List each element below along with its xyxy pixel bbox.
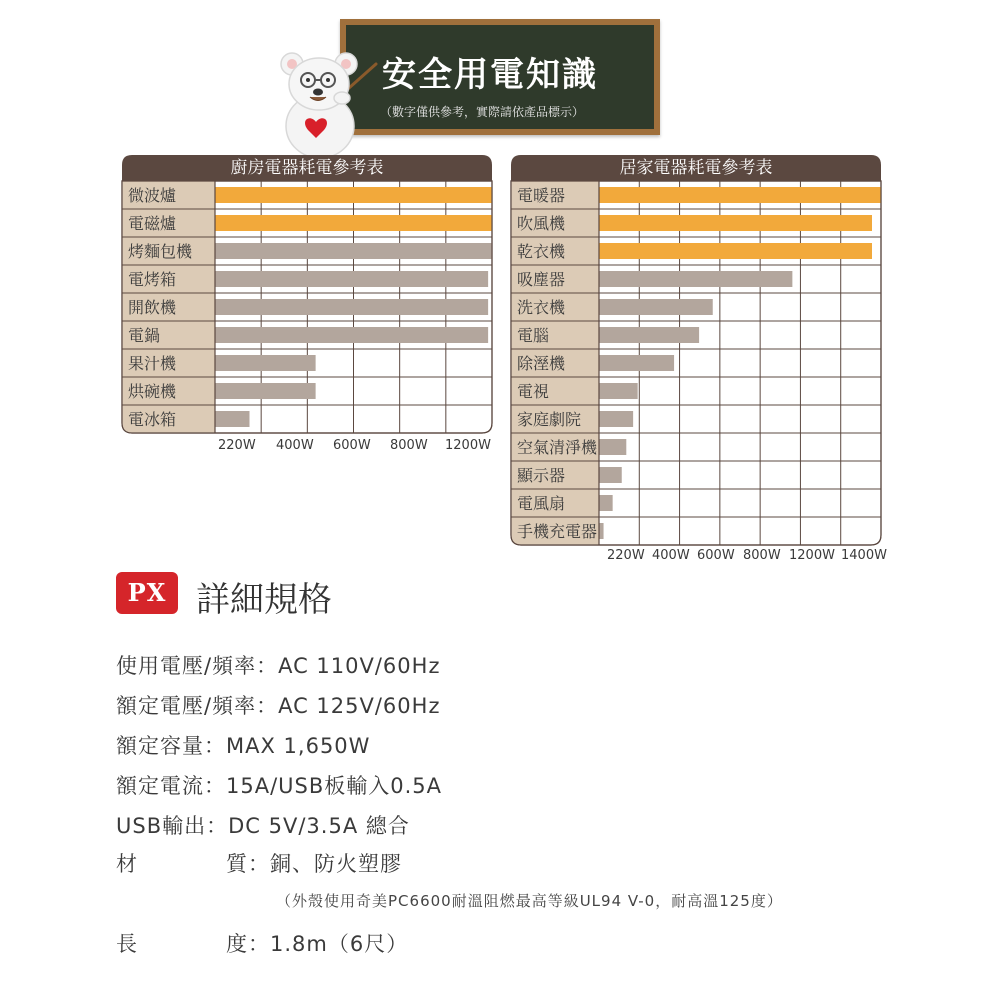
spec-row-capacity [116, 730, 370, 760]
category-label: 電烤箱 [128, 270, 177, 289]
bar-7 [599, 355, 674, 371]
category-label: 顯示器 [517, 466, 566, 485]
home-chart-title: 居家電器耗電參考表 [619, 158, 773, 178]
bar-2 [599, 215, 872, 231]
spec-heading: 詳細規格 [196, 580, 332, 620]
bar-3 [599, 243, 872, 259]
spec-value: 15A/USB板輸入0.5A [226, 774, 443, 798]
bar-13 [599, 523, 604, 539]
spec-key: 額定電流 [116, 774, 204, 798]
tick-label: 600W [697, 548, 735, 563]
category-label: 電視 [517, 382, 550, 401]
spec-value: MAX 1,650W [226, 734, 371, 758]
spec-row-voltage [116, 650, 440, 680]
category-label: 吸塵器 [517, 270, 566, 289]
px-brand-logo: PX [116, 572, 178, 614]
tick-label: 600W [333, 438, 371, 453]
home-chart-svg [511, 155, 887, 565]
bar-8 [215, 383, 316, 399]
spec-sep: ： [256, 694, 279, 718]
category-label: 吹風機 [517, 214, 566, 233]
spec-value: AC 125V/60Hz [278, 694, 441, 718]
category-label: 手機充電器 [517, 522, 598, 541]
bar-5 [599, 299, 713, 315]
bar-6 [215, 327, 488, 343]
spec-key: 使用電壓/頻率 [116, 654, 257, 678]
spec-row-material [116, 848, 402, 878]
banner-subtitle: （數字僅供參考，實際請依產品標示） [380, 105, 585, 119]
kitchen-chart-title: 廚房電器耗電參考表 [230, 158, 384, 178]
spec-key: 額定電壓/頻率 [116, 694, 257, 718]
bar-7 [215, 355, 316, 371]
spec-row-current [116, 770, 442, 800]
bar-9 [599, 411, 633, 427]
category-label: 電鍋 [128, 326, 161, 345]
spec-key: USB輸出 [116, 814, 207, 838]
spec-sep: ： [206, 814, 229, 838]
category-label: 電風扇 [517, 494, 566, 513]
spec-value: DC 5V/3.5A 總合 [228, 814, 410, 838]
spec-sep: ： [248, 932, 270, 956]
spec-key-2: 質 [226, 852, 248, 876]
spec-value: 銅、防火塑膠 [270, 852, 402, 876]
tick-label: 800W [390, 438, 428, 453]
tick-label: 1200W [445, 438, 491, 453]
bar-12 [599, 495, 613, 511]
bar-9 [215, 411, 250, 427]
category-label: 空氣清淨機 [517, 438, 598, 457]
category-label: 電冰箱 [128, 410, 177, 429]
spec-key: 材 [116, 852, 138, 876]
bar-8 [599, 383, 638, 399]
kitchen-power-chart [122, 155, 492, 455]
bear-mascot-illustration [270, 34, 380, 158]
banner-title: 安全用電知識 [382, 55, 598, 95]
spec-sep: ： [204, 734, 226, 758]
spec-row-rated-voltage [116, 690, 440, 720]
bar-4 [215, 271, 488, 287]
category-label: 洗衣機 [517, 298, 566, 317]
home-power-chart [511, 155, 887, 565]
tick-label: 400W [652, 548, 690, 563]
category-label: 果汁機 [128, 354, 177, 373]
bar-6 [599, 327, 699, 343]
bar-3 [215, 243, 492, 259]
spec-key: 額定容量 [116, 734, 204, 758]
bar-1 [215, 187, 492, 203]
spec-key-2: 度 [226, 932, 248, 956]
bar-5 [215, 299, 488, 315]
spec-row-length [116, 928, 408, 958]
bar-1 [599, 187, 881, 203]
tick-label: 220W [607, 548, 645, 563]
tick-label: 1400W [841, 548, 887, 563]
category-label: 電磁爐 [128, 214, 177, 233]
spec-value: AC 110V/60Hz [278, 654, 441, 678]
category-label: 微波爐 [128, 186, 177, 205]
tick-label: 800W [743, 548, 781, 563]
bar-10 [599, 439, 626, 455]
tick-label: 1200W [789, 548, 835, 563]
spec-sep: ： [248, 852, 270, 876]
category-label: 乾衣機 [517, 242, 566, 261]
bar-4 [599, 271, 792, 287]
spec-sep: ： [256, 654, 279, 678]
category-label: 家庭劇院 [517, 410, 582, 429]
category-label: 烤麵包機 [128, 242, 193, 261]
kitchen-chart-svg [122, 155, 492, 455]
spec-row-usb-output [116, 810, 410, 840]
spec-key: 長 [116, 932, 138, 956]
bar-2 [215, 215, 492, 231]
category-label: 電腦 [517, 326, 550, 345]
category-label: 烘碗機 [128, 382, 177, 401]
spec-value: 1.8m（6尺） [270, 932, 409, 956]
bar-11 [599, 467, 622, 483]
spec-material-note: （外殼使用奇美PC6600耐溫阻燃最高等級UL94 V-0，耐高溫125度） [276, 892, 783, 910]
category-label: 除溼機 [517, 354, 566, 373]
tick-label: 220W [218, 438, 256, 453]
tick-label: 400W [276, 438, 314, 453]
category-label: 電暖器 [517, 186, 566, 205]
spec-sep: ： [204, 774, 226, 798]
safety-banner [340, 19, 660, 135]
category-label: 開飲機 [128, 298, 177, 317]
